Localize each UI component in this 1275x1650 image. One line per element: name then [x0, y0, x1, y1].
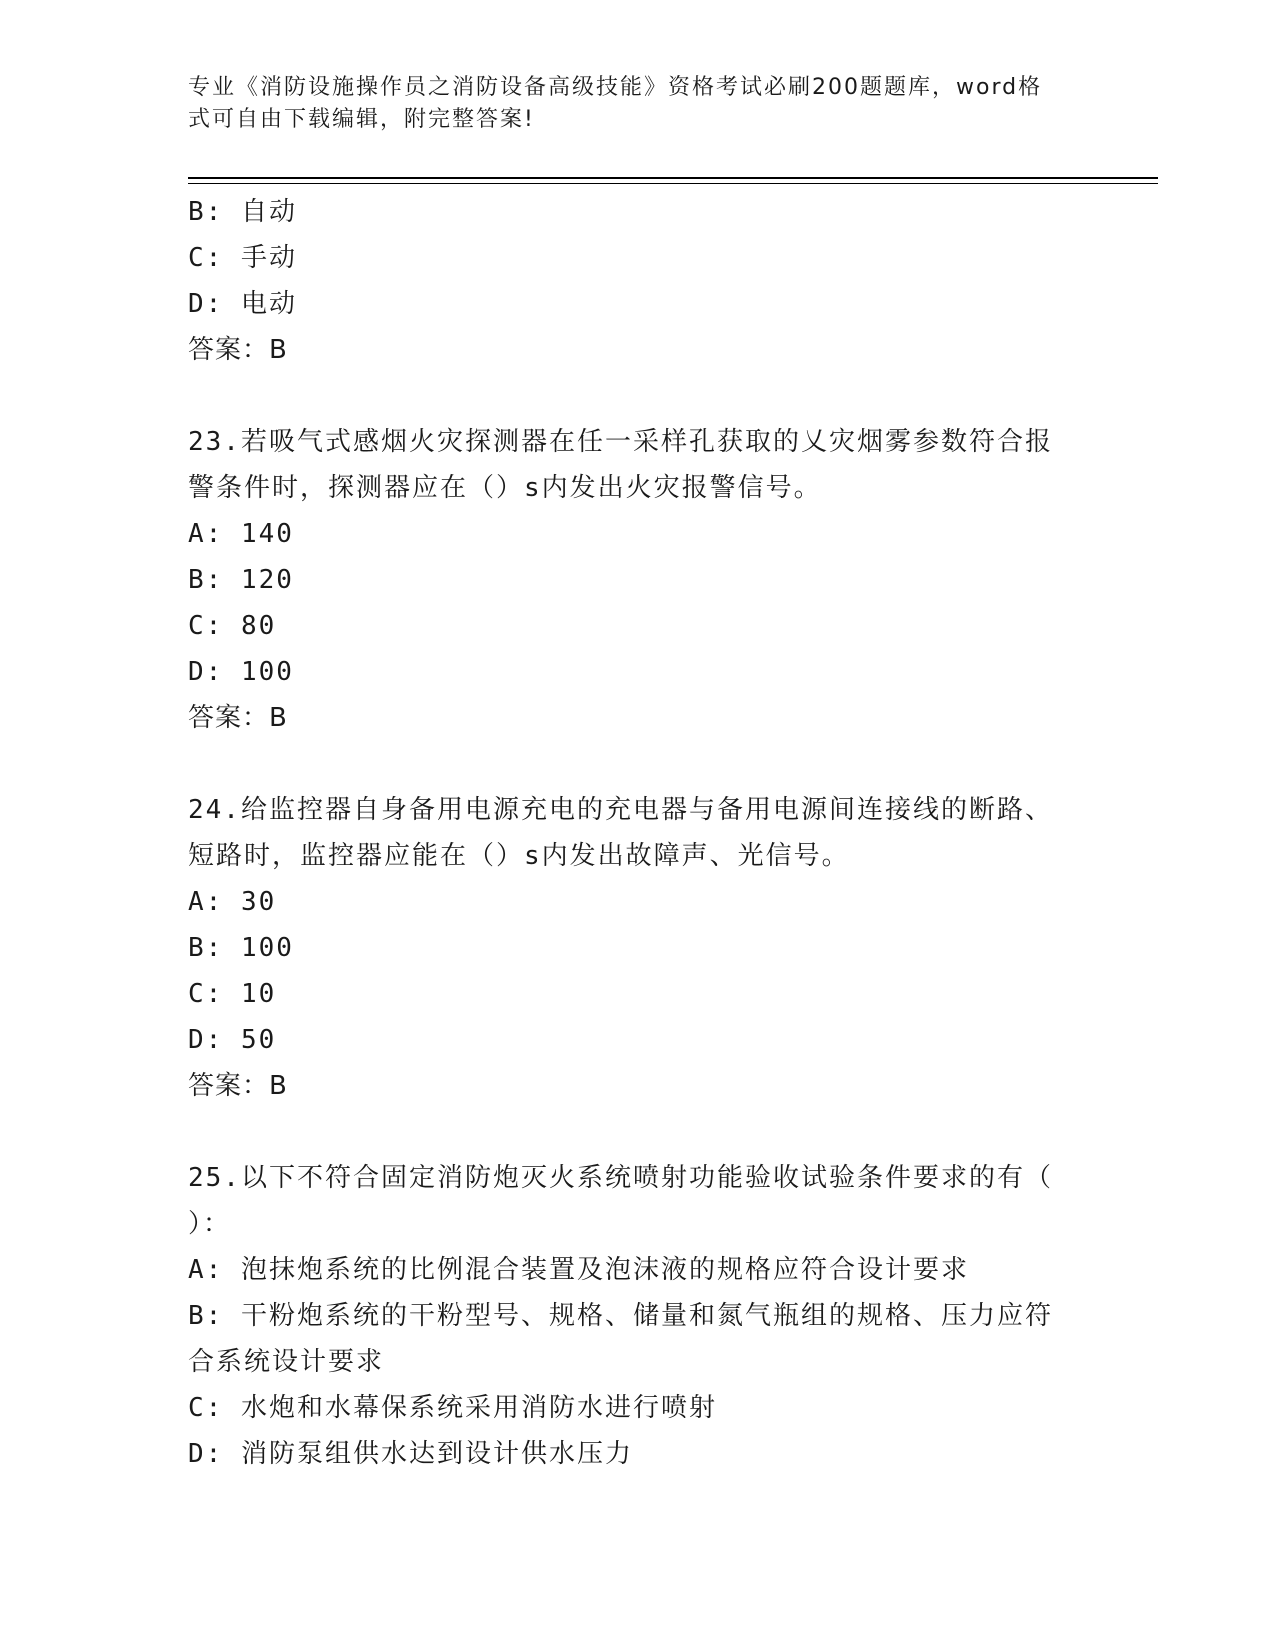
question-22-block [188, 189, 1088, 373]
header-divider-thin [188, 183, 1158, 184]
option-b: B: 120 [188, 565, 294, 595]
option-d: D: 50 [188, 1025, 277, 1055]
question-25-block [188, 1155, 1088, 1477]
option-c: C: 10 [188, 979, 277, 1009]
option-c: C: 手动 [188, 243, 297, 273]
question-text-line: 24.给监控器自身备用电源充电的充电器与备用电源间连接线的断路、 [188, 795, 1053, 825]
header-line-1: 专业《消防设施操作员之消防设备高级技能》资格考试必刷200题题库，word格 [188, 75, 1043, 100]
document-header [188, 72, 1088, 136]
option-c: C: 水炮和水幕保系统采用消防水进行喷射 [188, 1393, 717, 1423]
answer-label: 答案：B [188, 703, 288, 733]
option-c: C: 80 [188, 611, 277, 641]
question-text-line: 25.以下不符合固定消防炮灭火系统喷射功能验收试验条件要求的有（ [188, 1163, 1053, 1193]
spacer [188, 1109, 1088, 1155]
option-a: A: 140 [188, 519, 294, 549]
spacer [188, 741, 1088, 787]
option-d: D: 电动 [188, 289, 297, 319]
question-text-line: 23.若吸气式感烟火灾探测器在任一采样孔获取的乂灾烟雾参数符合报 [188, 427, 1053, 457]
option-b: B: 干粉炮系统的干粉型号、规格、储量和氮气瓶组的规格、压力应符 [188, 1301, 1053, 1331]
question-text-line: 短路时，监控器应能在（）s内发出故障声、光信号。 [188, 841, 850, 871]
option-b: B: 100 [188, 933, 294, 963]
option-a: A: 泡抹炮系统的比例混合装置及泡沫液的规格应符合设计要求 [188, 1255, 969, 1285]
answer-label: 答案：B [188, 335, 288, 365]
question-text-line: ）： [188, 1209, 232, 1239]
answer-label: 答案：B [188, 1071, 288, 1101]
document-body [188, 189, 1088, 1477]
question-23-block [188, 419, 1088, 741]
spacer [188, 373, 1088, 419]
option-b: B: 自动 [188, 197, 297, 227]
header-divider-thick [188, 177, 1158, 179]
question-text-line: 警条件时，探测器应在（）s内发出火灾报警信号。 [188, 473, 822, 503]
option-d: D: 消防泵组供水达到设计供水压力 [188, 1439, 633, 1469]
header-line-2: 式可自由下载编辑，附完整答案! [188, 107, 535, 132]
option-b-continued: 合系统设计要求 [188, 1347, 385, 1377]
option-a: A: 30 [188, 887, 277, 917]
option-d: D: 100 [188, 657, 294, 687]
question-24-block [188, 787, 1088, 1109]
